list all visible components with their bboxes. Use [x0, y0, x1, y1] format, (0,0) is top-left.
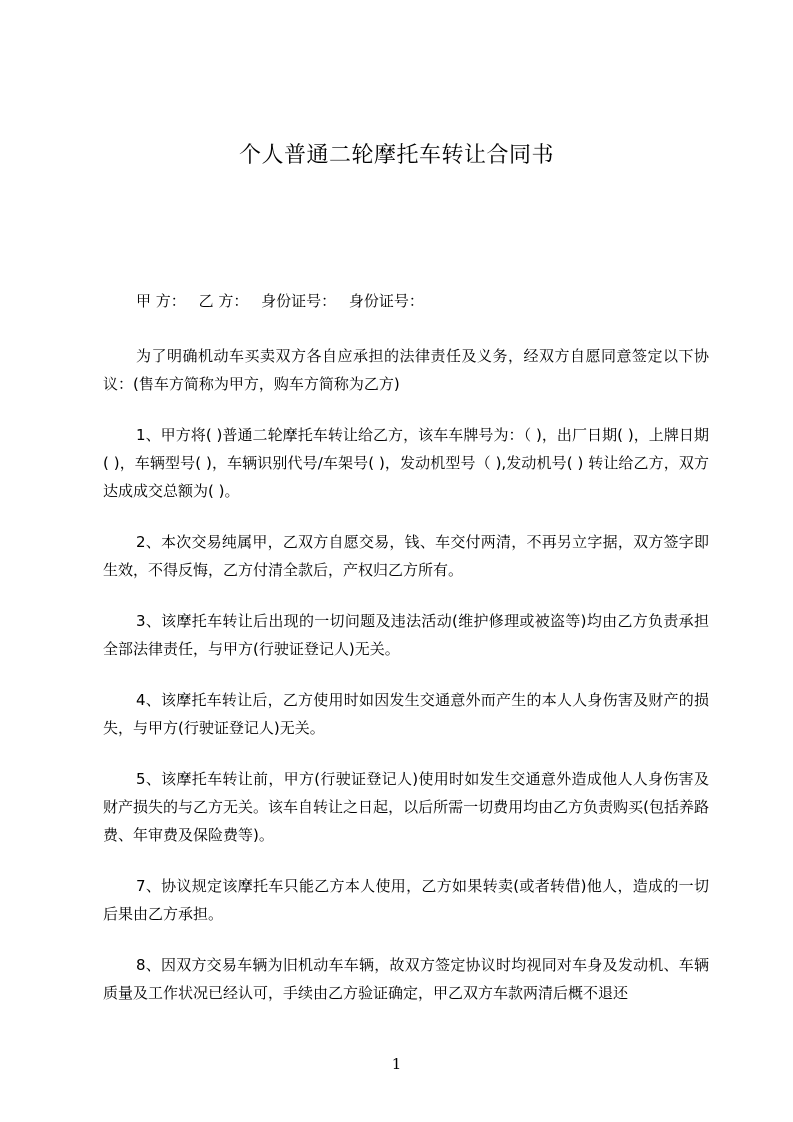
party-a-id-label: 身份证号：: [261, 292, 337, 310]
party-a-label: 甲 方：: [136, 292, 186, 310]
clause-4: 4、该摩托车转让后，乙方使用时如因发生交通意外而产生的本人人身伤害及财产的损失，与甲方(行驶证登记人)无关。: [103, 691, 709, 737]
clause-7: 7、协议规定该摩托车只能乙方本人使用，乙方如果转卖(或者转借)他人，造成的一切后果由乙方承担。: [103, 877, 709, 923]
clause-8: 8、因双方交易车辆为旧机动车车辆，故双方签定协议时均视同对车身及发动机、车辆质量及工作状况已经认可，手续由乙方验证确定，甲乙双方车款两清后概不退还: [103, 956, 709, 1002]
clause-5: 5、该摩托车转让前，甲方(行驶证登记人)使用时如发生交通意外造成他人人身伤害及财产损失的与乙方无关。该车自转让之日起，以后所需一切费用均由乙方负责购买(包括养路费、年审费及保险费等)。: [103, 770, 709, 844]
party-b-label: 乙 方：: [198, 292, 249, 310]
party-info-line: [136, 289, 432, 313]
clause-2: 2、本次交易纯属甲，乙双方自愿交易，钱、车交付两清，不再另立字据，双方签字即生效，不得反悔，乙方付清全款后，产权归乙方所有。: [103, 533, 709, 579]
document-title: 个人普通二轮摩托车转让合同书: [238, 143, 554, 168]
party-b-id-label: 身份证号：: [348, 292, 424, 310]
page-number: 1: [391, 1055, 402, 1073]
intro-paragraph: 为了明确机动车买卖双方各自应承担的法律责任及义务，经双方自愿同意签定以下协议：(售车方简称为甲方，购车方简称为乙方): [103, 347, 709, 393]
clause-1: 1、甲方将( )普通二轮摩托车转让给乙方，该车车牌号为：（ )，出厂日期( )，上牌日期( )，车辆型号( )，车辆识别代号/车架号( )，发动机型号（ ),发动机号( ) 转让给乙方，双方达成成交总额为( )。: [103, 426, 709, 500]
clause-3: 3、该摩托车转让后出现的一切问题及违法活动(维护修理或被盗等)均由乙方负责承担全部法律责任，与甲方(行驶证登记人)无关。: [103, 612, 709, 658]
